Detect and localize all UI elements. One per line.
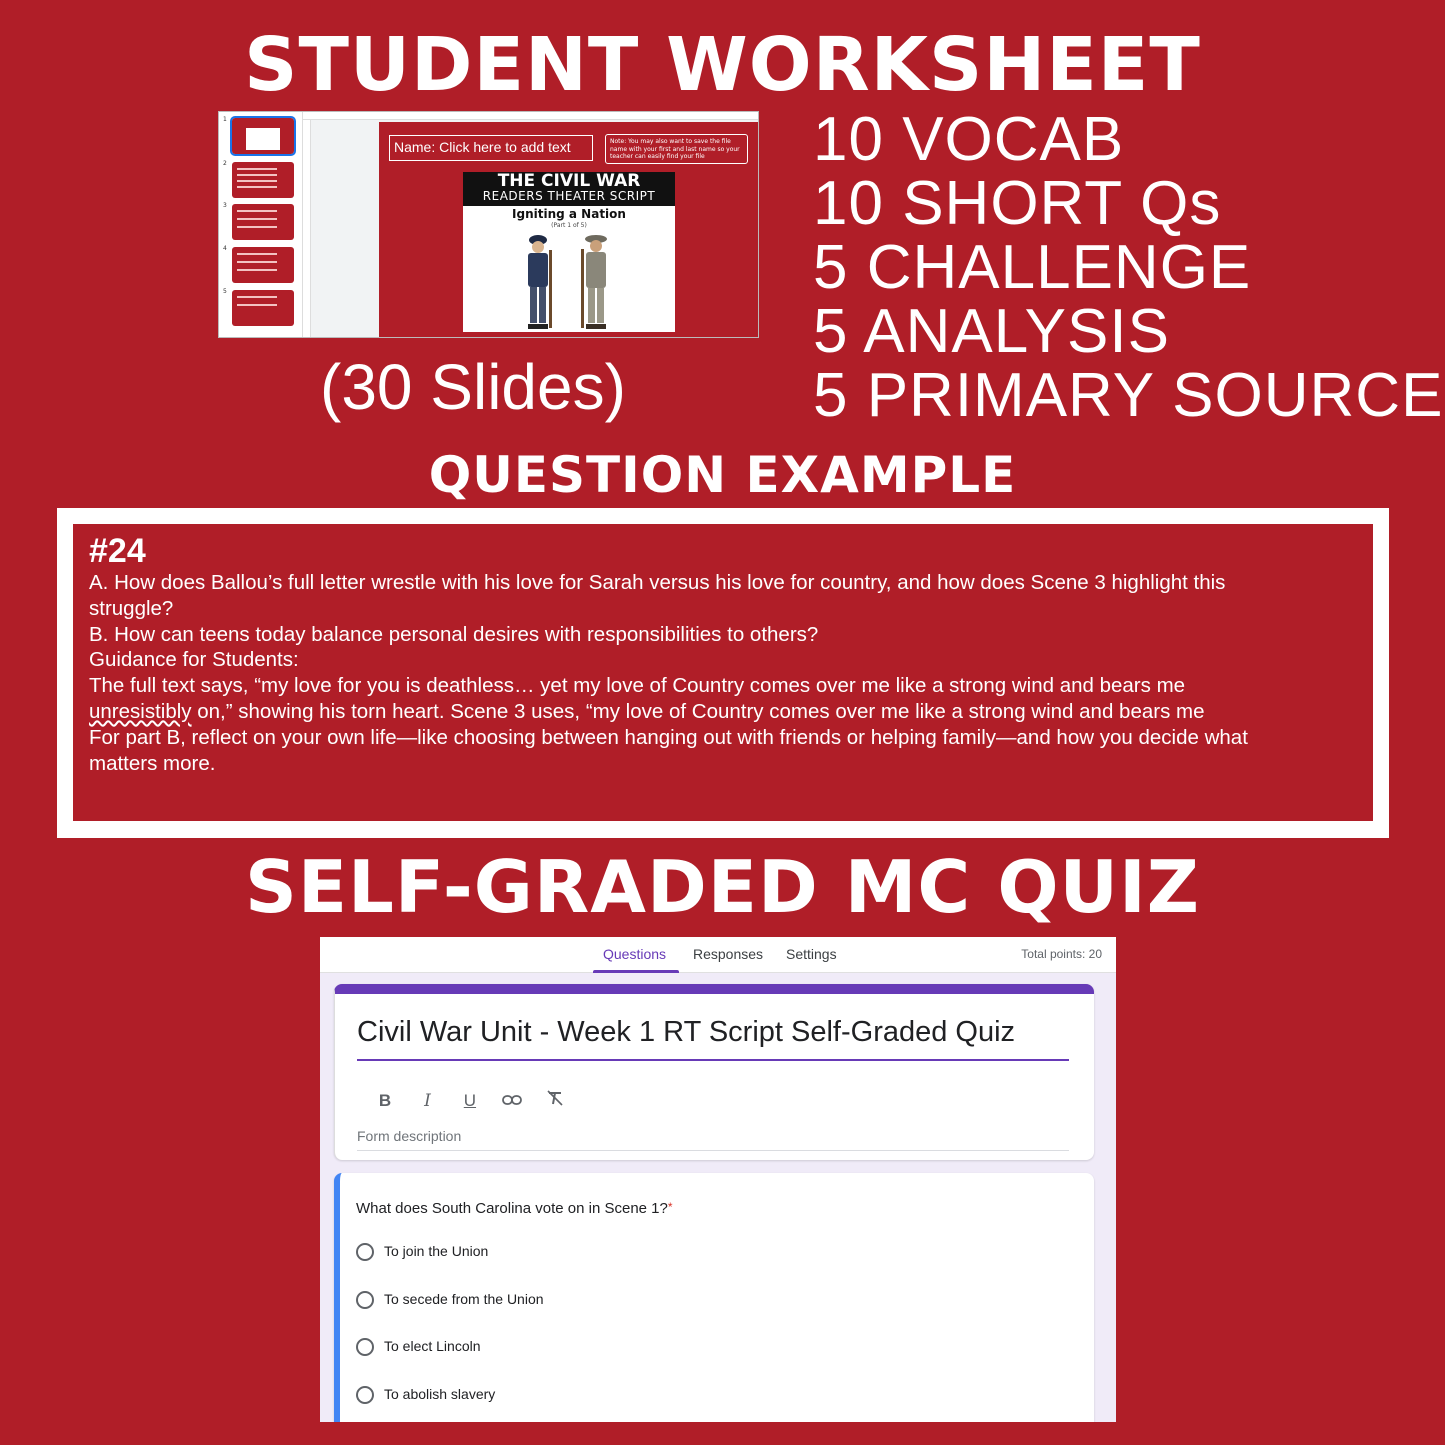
question-line: A. How does Ballou’s full letter wrestle with his love for Sarah versus his love for country, and how does Scene 3 highlight this: [89, 571, 1226, 594]
google-form-preview: [320, 937, 1116, 1422]
slide-thumbnail[interactable]: [232, 118, 294, 154]
tab-settings[interactable]: Settings: [786, 946, 837, 962]
question-example-box: [73, 524, 1373, 821]
clear-formatting-icon[interactable]: [539, 1090, 571, 1112]
slide-thumbnail[interactable]: [232, 290, 294, 326]
link-icon[interactable]: [496, 1091, 528, 1113]
slides-preview: [218, 111, 759, 338]
thumbnail-number: 2: [223, 160, 227, 167]
slide-count: (30 Slides): [320, 351, 626, 423]
count-challenge: 5 CHALLENGE: [813, 233, 1252, 302]
radio-icon[interactable]: [356, 1291, 374, 1309]
count-analysis: 5 ANALYSIS: [813, 297, 1170, 366]
question-example-heading: QUESTION EXAMPLE: [428, 446, 1017, 504]
thumbnail-number: 5: [223, 288, 227, 295]
question-title: What does South Carolina vote on in Scene 1?*: [356, 1200, 673, 1217]
active-tab-indicator: [593, 970, 679, 973]
form-header-card: [334, 984, 1094, 1160]
count-short-questions: 10 SHORT Qs: [813, 169, 1222, 238]
slide-thumbnail-panel: [219, 112, 303, 337]
question-line: struggle?: [89, 596, 174, 620]
question-number: #24: [89, 532, 146, 570]
question-card: [334, 1173, 1094, 1422]
tab-questions[interactable]: Questions: [603, 946, 667, 962]
option-label: To secede from the Union: [384, 1291, 544, 1307]
soldiers-illustration: [508, 230, 628, 332]
cover-subtitle: READERS THEATER SCRIPT: [482, 189, 656, 203]
form-description-input[interactable]: Form description: [357, 1128, 1069, 1151]
vertical-ruler: [303, 120, 311, 337]
total-points: Total points: 20: [1021, 947, 1102, 961]
horizontal-ruler: [303, 112, 758, 120]
option-label: To elect Lincoln: [384, 1338, 481, 1354]
save-note: Note: You may also want to save the file name with your first and last name so your teacher can easily find your file: [605, 134, 748, 164]
slide-canvas: [379, 122, 759, 338]
form-tab-bar: [320, 937, 1116, 973]
radio-icon[interactable]: [356, 1338, 374, 1356]
question-line-text: on,” showing his torn heart. Scene 3 uses, “my love of Country comes over me like a strong wind and bears me: [191, 699, 1205, 723]
underline-icon[interactable]: U: [463, 1091, 477, 1110]
radio-icon[interactable]: [356, 1386, 374, 1404]
option-radio[interactable]: [356, 1289, 544, 1311]
option-label: To join the Union: [384, 1243, 489, 1259]
option-radio[interactable]: [356, 1336, 481, 1358]
script-cover-image: [463, 172, 675, 332]
question-line: B. How can teens today balance personal desires with responsibilities to others?: [89, 622, 819, 646]
question-example-frame: [57, 508, 1389, 838]
form-title-input[interactable]: Civil War Unit - Week 1 RT Script Self-Graded Quiz: [357, 1016, 1069, 1061]
question-count-list: [813, 105, 1444, 430]
question-line: Guidance for Students:: [89, 648, 299, 672]
bold-icon[interactable]: B: [378, 1091, 392, 1110]
question-line: matters more.: [89, 751, 216, 775]
format-toolbar: [369, 1090, 577, 1113]
cover-part: (Part 1 of 5): [551, 222, 587, 229]
required-asterisk: *: [667, 1200, 673, 1214]
thumbnail-number: 3: [223, 202, 227, 209]
slide-thumbnail[interactable]: [232, 162, 294, 198]
thumbnail-number: 4: [223, 245, 227, 252]
slide-thumbnail[interactable]: [232, 247, 294, 283]
student-worksheet-heading: STUDENT WORKSHEET: [244, 22, 1201, 108]
quiz-heading: SELF-GRADED MC QUIZ: [244, 845, 1201, 929]
name-textbox[interactable]: Name: Click here to add text: [389, 135, 593, 161]
cover-episode: Igniting a Nation: [512, 207, 626, 221]
radio-icon[interactable]: [356, 1243, 374, 1261]
question-line: [89, 699, 1357, 725]
option-radio[interactable]: [356, 1241, 488, 1263]
count-primary-source: 5 PRIMARY SOURCE: [813, 361, 1444, 430]
thumbnail-number: 1: [223, 116, 227, 123]
tab-responses[interactable]: Responses: [693, 946, 764, 962]
misspelled-word: unresistibly: [89, 699, 192, 723]
italic-icon[interactable]: I: [424, 1091, 431, 1111]
question-line: The full text says, “my love for you is deathless… yet my love of Country comes over me like a strong wind and bears me: [89, 674, 1186, 698]
option-label: To abolish slavery: [384, 1386, 496, 1402]
cover-title: THE CIVIL WAR: [497, 172, 641, 191]
count-vocab: 10 VOCAB: [813, 105, 1125, 174]
slide-thumbnail[interactable]: [232, 204, 294, 240]
question-line: For part B, reflect on your own life—like choosing between hanging out with friends or helping family—and how you decide what: [89, 725, 1248, 749]
option-radio[interactable]: [356, 1384, 495, 1406]
